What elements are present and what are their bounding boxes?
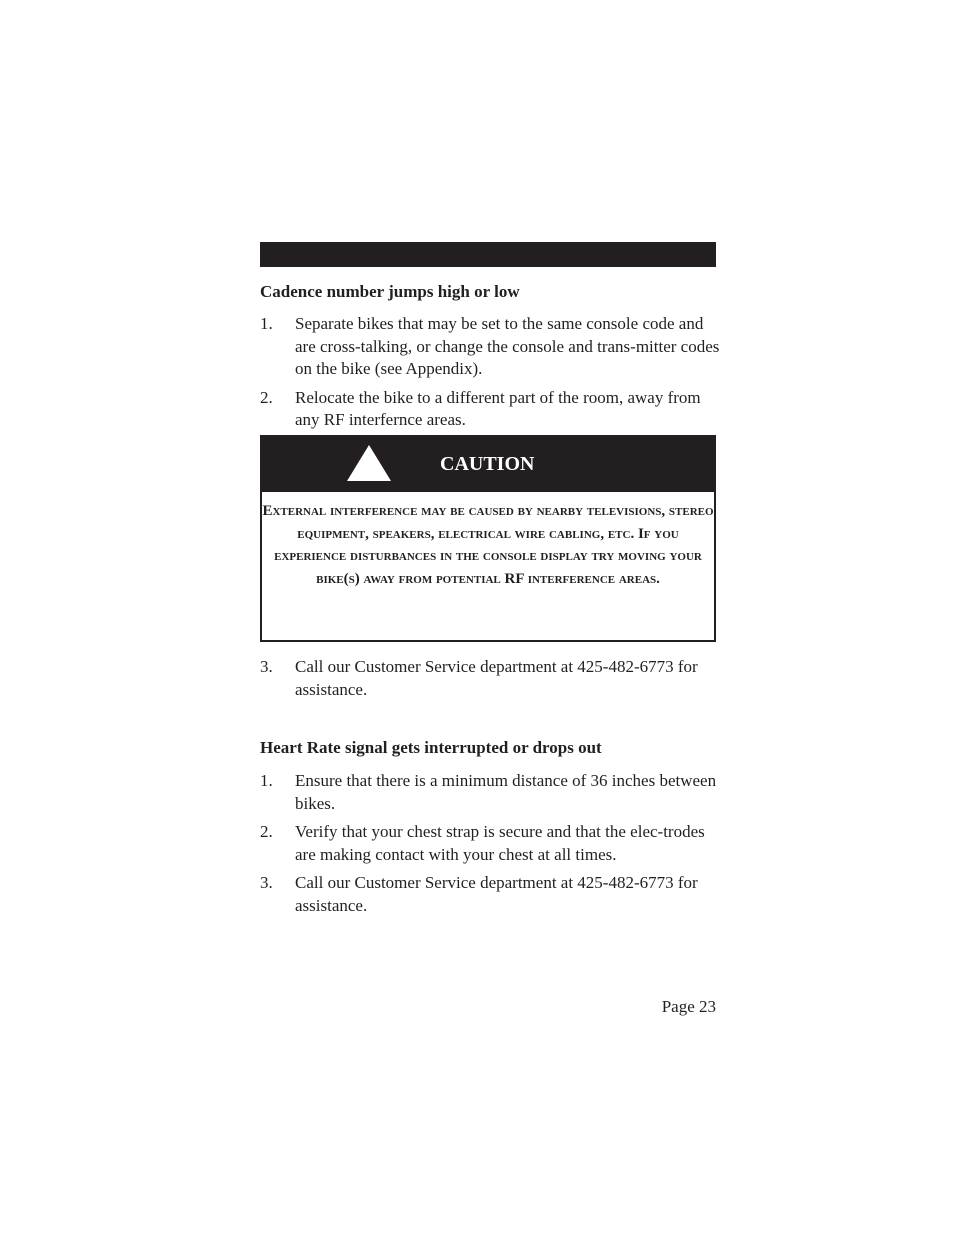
list-item-text: Ensure that there is a minimum distance of 36 inches between bikes.: [295, 771, 717, 813]
heart-rate-steps-list: [260, 770, 720, 923]
list-item-text: Relocate the bike to a different part of the room, away from any RF interfernce areas.: [295, 387, 701, 429]
list-item-text: Call our Customer Service department at 425-482-6773 for assistance.: [295, 873, 698, 915]
caution-box: [260, 435, 716, 642]
list-item-text: Verify that your chest strap is secure and that the elec-trodes are making contact with your chest at all times.: [295, 822, 705, 864]
list-item: [260, 770, 720, 815]
cadence-steps-continued-list: [260, 656, 720, 707]
section-header-bar: [260, 242, 716, 267]
list-item-number: 3.: [260, 657, 273, 676]
list-item-number: 1.: [260, 314, 273, 333]
list-item: [260, 313, 720, 381]
list-item: [260, 821, 720, 866]
list-item: [260, 872, 720, 917]
list-item-text: Separate bikes that may be set to the same console code and are cross-talking, or change the console and trans-mitter codes on the bike (see Appendix).: [295, 314, 720, 378]
section-heading-heart-rate: Heart Rate signal gets interrupted or drops out: [260, 738, 602, 757]
list-item-text: Call our Customer Service department at 425-482-6773 for assistance.: [295, 657, 698, 699]
section-heading-cadence: Cadence number jumps high or low: [260, 282, 520, 301]
page-number: Page 23: [661, 997, 716, 1016]
cadence-steps-list: [260, 313, 720, 438]
caution-text: External interference may be caused by nearby televisions, stereo equipment, speakers, electrical wire cabling, etc. If you experience disturbances in the console display try moving your bike(s) away from potential RF interference areas.: [262, 503, 714, 587]
list-item-number: 1.: [260, 771, 273, 790]
list-item: [260, 656, 720, 701]
warning-triangle-icon: [347, 445, 391, 481]
list-item-number: 2.: [260, 822, 273, 841]
list-item-number: 3.: [260, 873, 273, 892]
caution-header: [262, 437, 714, 492]
list-item: [260, 387, 720, 432]
caution-title: CAUTION: [440, 453, 535, 475]
list-item-number: 2.: [260, 387, 273, 407]
